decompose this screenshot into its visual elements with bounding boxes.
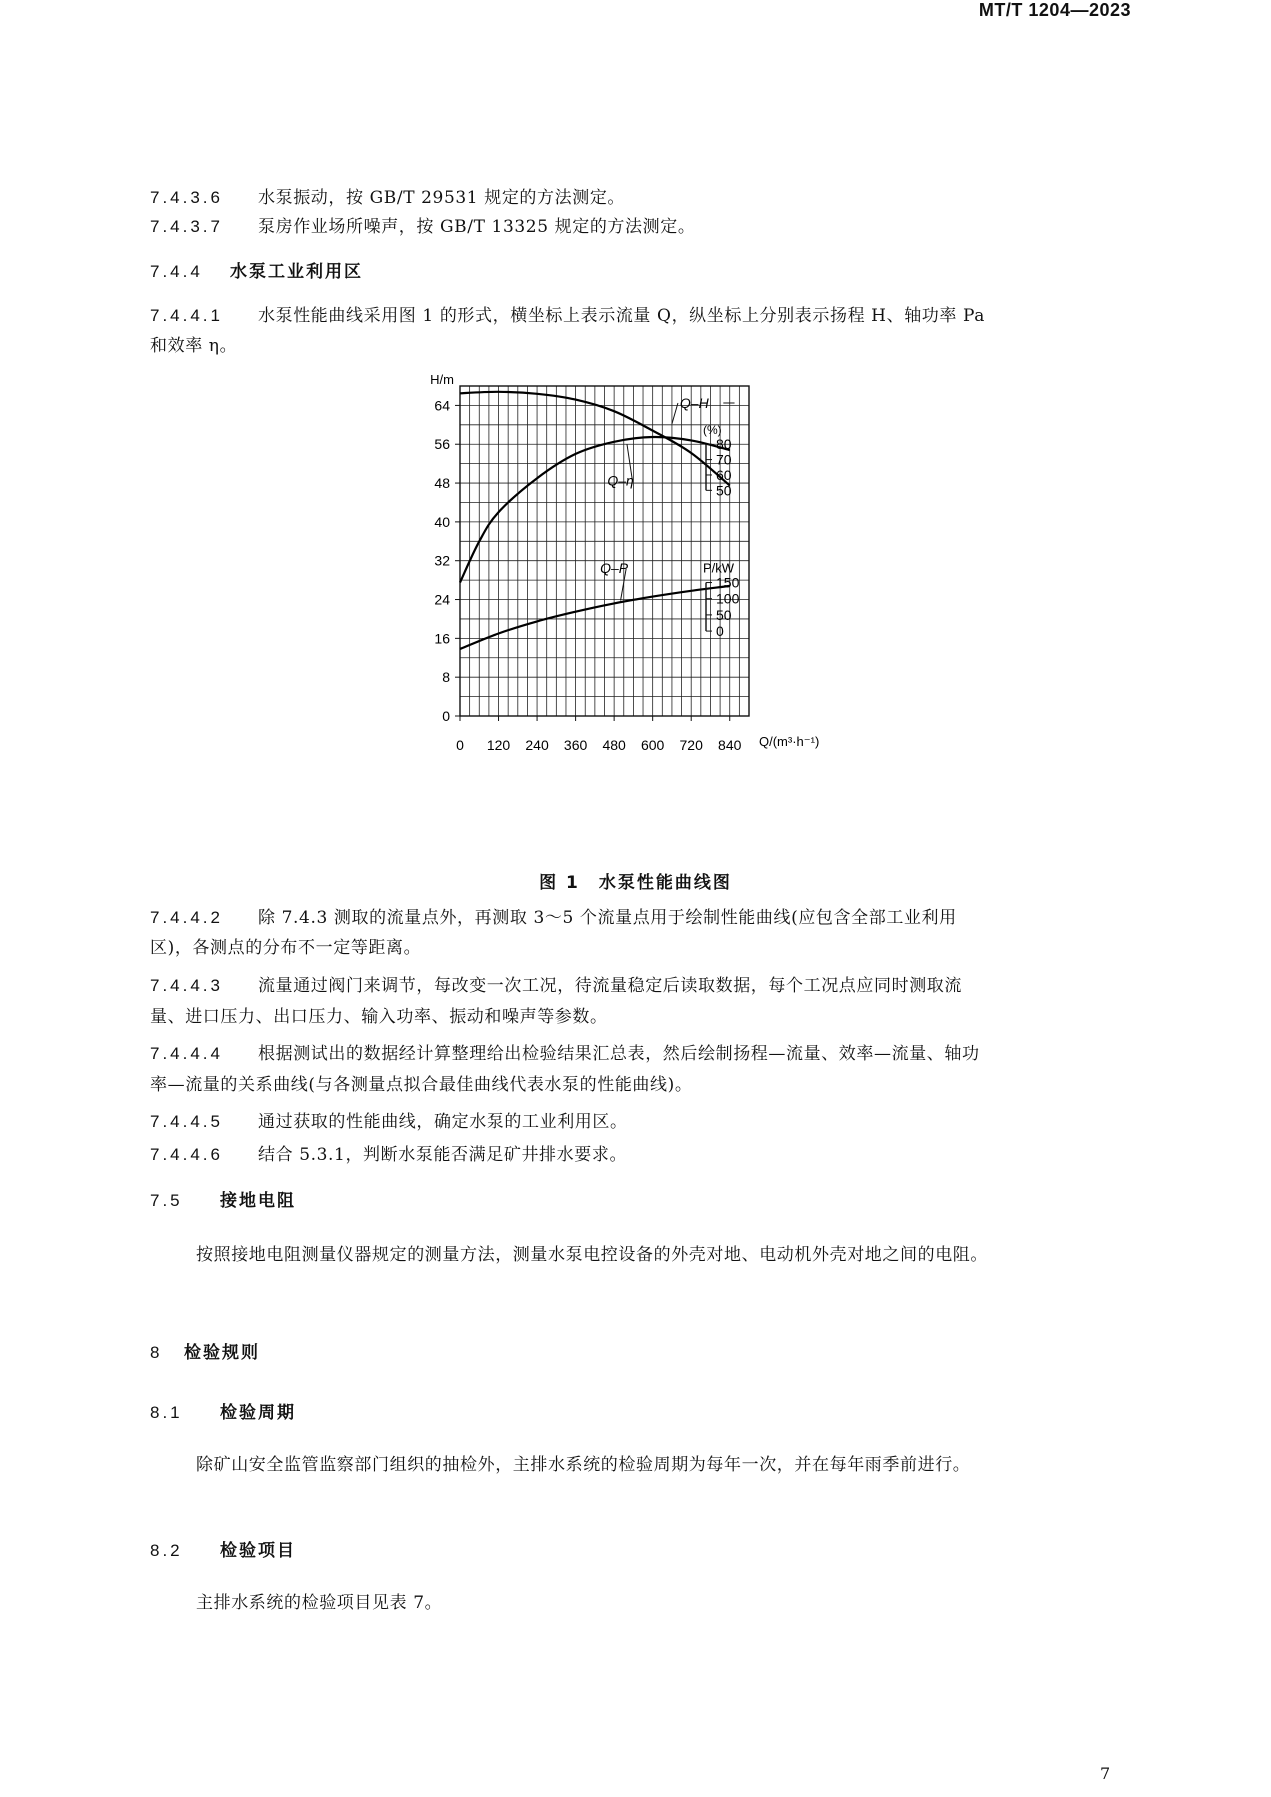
- y-tick-label: 0: [442, 708, 450, 724]
- section-number: 7.5: [150, 1191, 183, 1210]
- x-tick-label: 120: [486, 737, 511, 753]
- clause-7-4-4-1: [150, 304, 985, 328]
- x-tick-label: 600: [640, 737, 665, 753]
- section-title: 接地电阻: [220, 1191, 296, 1211]
- clause-7-4-4-2-cont: 区)，各测点的分布不一定等距离。: [150, 938, 422, 958]
- y-tick-label: 16: [434, 630, 450, 647]
- x-tick-label: 0: [456, 737, 464, 753]
- clause-7-4-4-2: [150, 906, 957, 930]
- clause-7-4-4-3-cont: 量、进口压力、出口压力、输入功率、振动和噪声等参数。: [150, 1007, 608, 1027]
- y-tick-label: 56: [434, 436, 450, 453]
- power-axis-label: P/kW: [703, 560, 735, 576]
- section-7-4-4: [150, 260, 363, 284]
- y-tick-label: 64: [434, 397, 450, 414]
- clause-text: 水泵振动，按 GB/T 29531 规定的方法测定。: [258, 188, 626, 208]
- chapter-8: [150, 1341, 260, 1365]
- section-7-5-body: 按照接地电阻测量仪器规定的测量方法，测量水泵电控设备的外壳对地、电动机外壳对地之间的电阻。: [196, 1245, 988, 1265]
- clause-7-4-4-3: [150, 974, 962, 998]
- y-tick-label: 24: [434, 591, 450, 608]
- eff-tick-label: 80: [716, 436, 732, 453]
- x-tick-label: 480: [602, 737, 626, 753]
- section-8-2-body: 主排水系统的检验项目见表 7。: [196, 1593, 443, 1613]
- clause-text: 水泵性能曲线采用图 1 的形式，横坐标上表示流量 Q，纵坐标上分别表示扬程 H、轴功率 Pa: [258, 306, 986, 326]
- x-tick-label: 840: [718, 737, 742, 753]
- clause-text: 通过获取的性能曲线，确定水泵的工业利用区。: [258, 1112, 628, 1132]
- y-axis-label: H/m: [430, 372, 454, 387]
- section-title: 水泵工业利用区: [230, 262, 363, 282]
- clause-7-4-3-6: [150, 186, 625, 210]
- section-title: 检验周期: [220, 1403, 296, 1423]
- clause-text: 根据测试出的数据经计算整理给出检验结果汇总表，然后绘制扬程—流量、效率—流量、轴功: [258, 1044, 980, 1064]
- x-axis-label: Q/(m³·h⁻¹): [759, 734, 820, 749]
- clause-7-4-4-6: [150, 1143, 627, 1167]
- page-number: 7: [1100, 1764, 1111, 1783]
- clause-number: 7.4.3.7: [150, 217, 223, 236]
- power-tick-label: 150: [716, 574, 740, 591]
- curves: [460, 392, 735, 649]
- section-number: 8.2: [150, 1541, 183, 1560]
- clause-text: 流量通过阀门来调节，每改变一次工况，待流量稳定后读取数据，每个工况点应同时测取流: [258, 976, 962, 996]
- power-tick-label: 0: [716, 623, 724, 640]
- x-tick-label: 240: [525, 737, 549, 753]
- clause-7-4-4-1-cont: 和效率 η。: [150, 336, 238, 356]
- clause-7-4-3-7: [150, 215, 695, 239]
- clause-number: 7.4.4.6: [150, 1145, 223, 1164]
- eff-axis-label: (%): [703, 423, 722, 438]
- x-tick-label: 360: [563, 737, 588, 753]
- q-h-leader: [672, 403, 678, 424]
- q-eta-label: Q–η: [607, 472, 634, 489]
- clause-number: 7.4.4.2: [150, 908, 223, 927]
- eff-tick-label: 50: [716, 482, 732, 499]
- q-h-label: Q–H: [679, 394, 709, 411]
- eff-tick-label: 60: [716, 466, 732, 483]
- section-8-1-body: 除矿山安全监管监察部门组织的抽检外，主排水系统的检验周期为每年一次，并在每年雨季前进行。: [196, 1455, 971, 1475]
- pump-performance-chart: [380, 372, 880, 852]
- q-p-label: Q–P: [600, 559, 629, 576]
- clause-7-4-4-5: [150, 1110, 628, 1134]
- y-axis-ticks: [434, 397, 460, 724]
- x-axis-ticks: [456, 716, 742, 753]
- standard-number: MT/T 1204—2023: [978, 0, 1131, 20]
- y-tick-label: 48: [434, 475, 450, 492]
- section-number: 8.1: [150, 1403, 183, 1422]
- section-title: 检验项目: [220, 1541, 296, 1561]
- clause-text: 泵房作业场所噪声，按 GB/T 13325 规定的方法测定。: [258, 217, 696, 237]
- clause-number: 7.4.4.1: [150, 306, 223, 325]
- section-8-2: [150, 1539, 296, 1563]
- clause-number: 7.4.4.3: [150, 976, 223, 995]
- power-tick-label: 50: [716, 606, 732, 623]
- y-tick-label: 40: [434, 513, 450, 530]
- power-tick-label: 100: [716, 590, 740, 607]
- clause-number: 7.4.4.4: [150, 1044, 223, 1063]
- section-7-5: [150, 1189, 296, 1213]
- clause-number: 7.4.4.5: [150, 1112, 223, 1131]
- clause-text: 结合 5.3.1，判断水泵能否满足矿井排水要求。: [258, 1145, 628, 1165]
- y-tick-label: 32: [434, 552, 450, 569]
- chapter-number: 8: [150, 1343, 163, 1362]
- clause-number: 7.4.3.6: [150, 188, 223, 207]
- x-tick-label: 720: [679, 737, 703, 753]
- clause-7-4-4-4: [150, 1042, 980, 1066]
- y-tick-label: 8: [442, 669, 450, 686]
- efficiency-axis: [703, 423, 732, 498]
- figure-caption: 图 1 水泵性能曲线图: [539, 873, 732, 893]
- section-number: 7.4.4: [150, 262, 203, 281]
- clause-text: 除 7.4.3 测取的流量点外，再测取 3～5 个流量点用于绘制性能曲线(应包含全部工业利用: [258, 908, 957, 928]
- section-8-1: [150, 1401, 296, 1425]
- clause-7-4-4-4-cont: 率—流量的关系曲线(与各测量点拟合最佳曲线代表水泵的性能曲线)。: [150, 1075, 693, 1095]
- chapter-title: 检验规则: [184, 1343, 260, 1363]
- eff-tick-label: 70: [716, 451, 732, 468]
